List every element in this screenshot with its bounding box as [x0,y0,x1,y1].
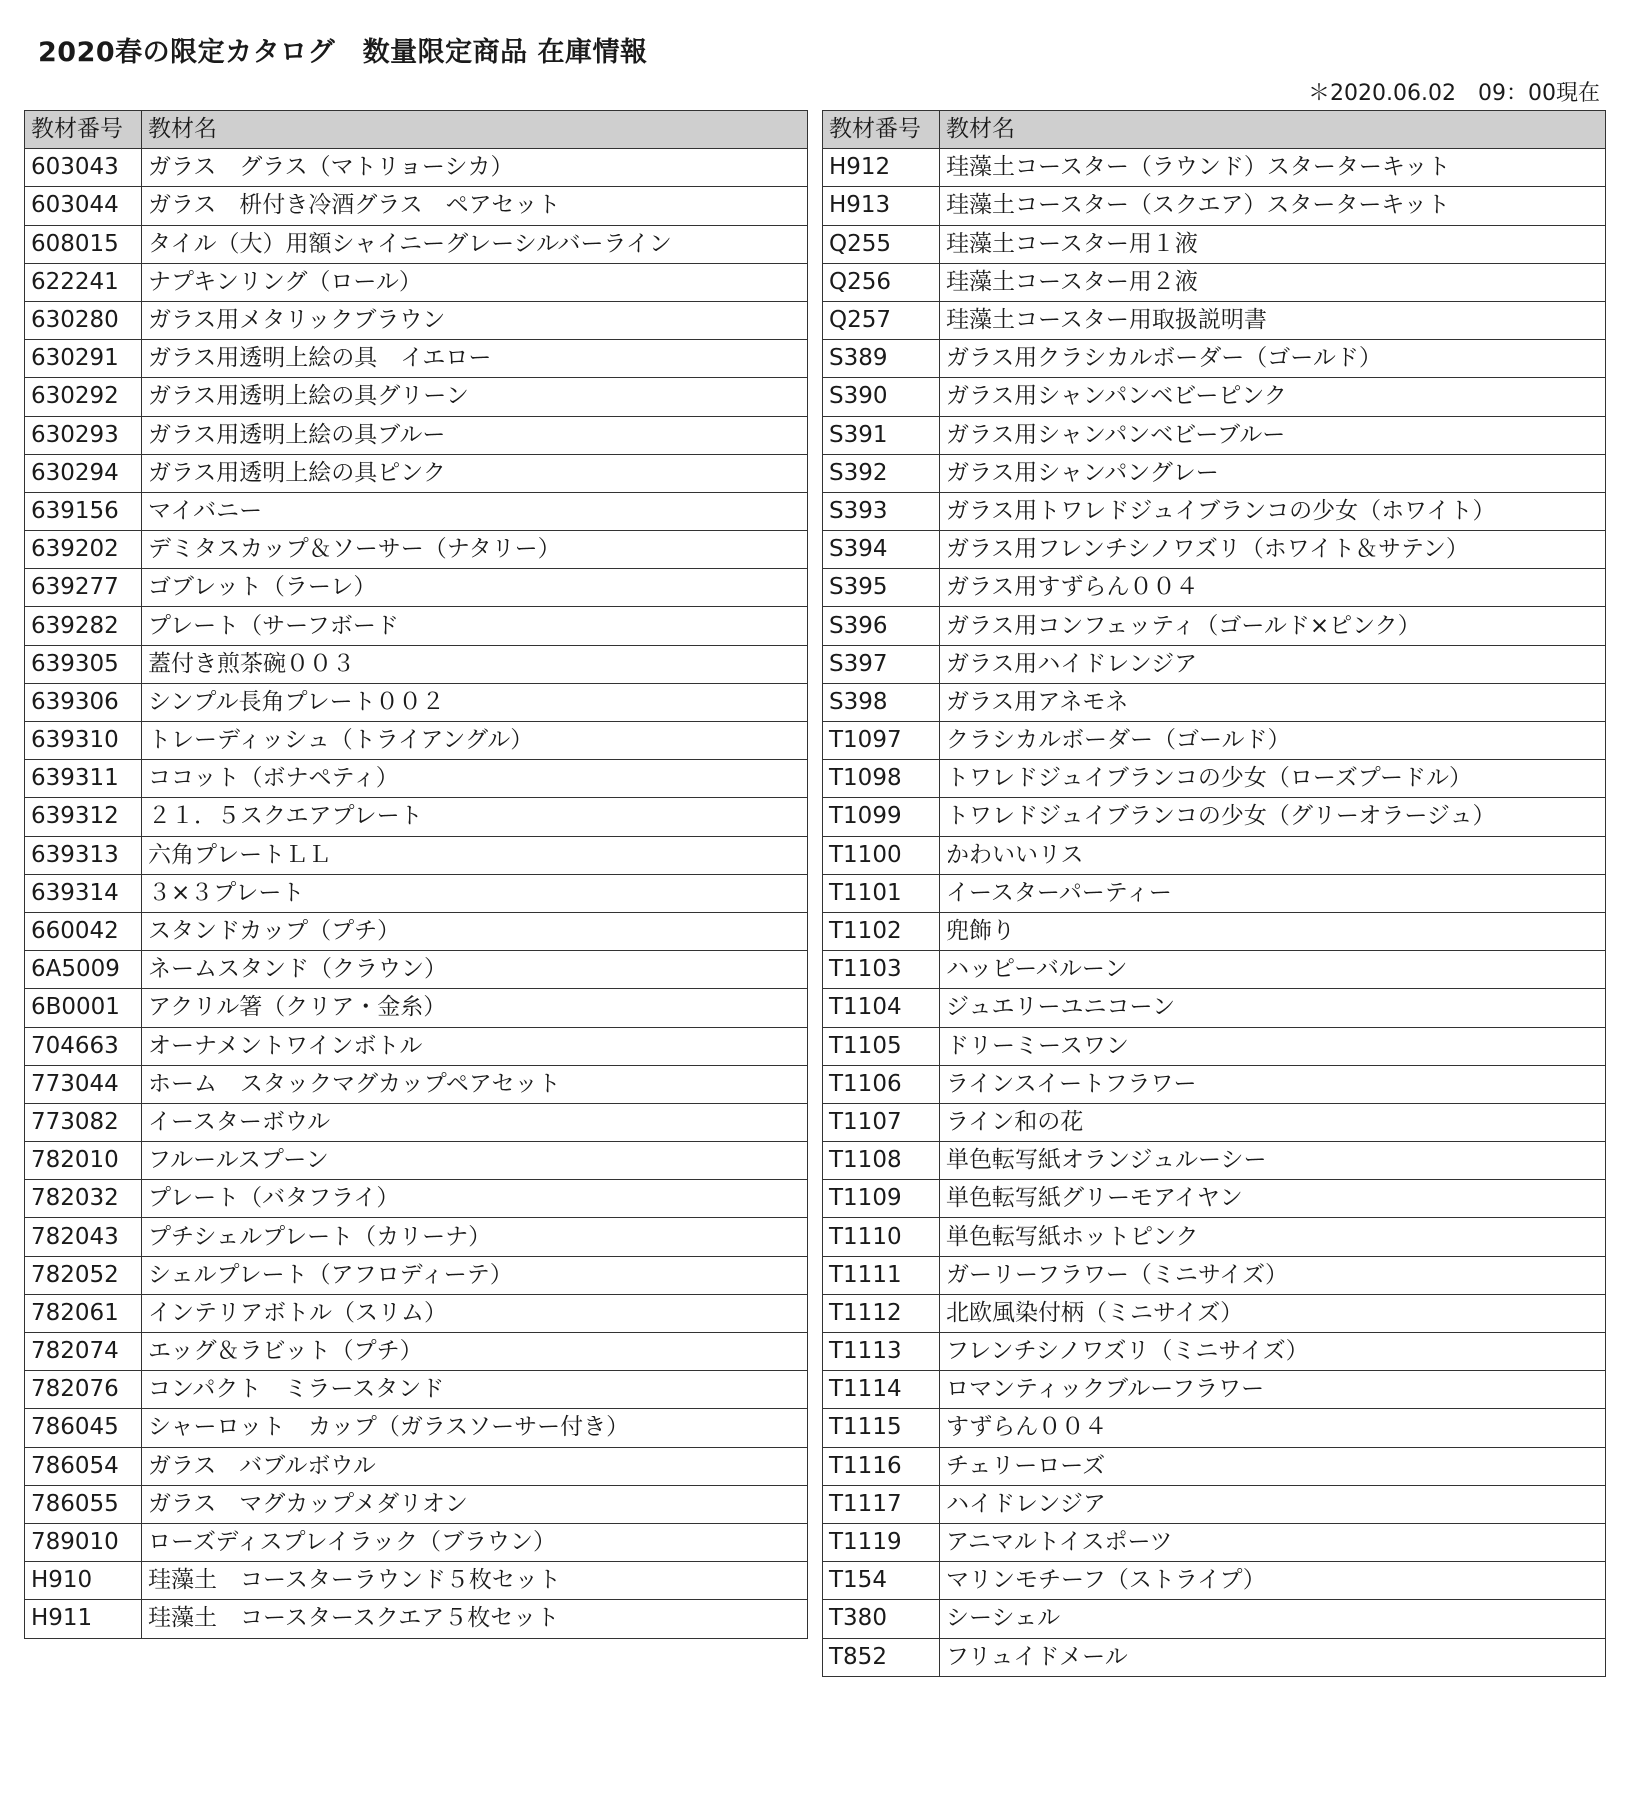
table-row [25,1333,808,1371]
item-code-cell: Q257 [823,301,940,339]
item-name-cell: ガーリーフラワー（ミニサイズ） [940,1256,1606,1294]
item-code-cell: T1103 [823,951,940,989]
item-code-cell: H910 [25,1562,142,1600]
item-name-cell: イースターパーティー [940,874,1606,912]
table-row [25,1409,808,1447]
item-name-cell: エッグ＆ラビット（プチ） [142,1333,808,1371]
table-row [823,569,1606,607]
item-code-cell: 782032 [25,1180,142,1218]
item-code-cell: 786054 [25,1447,142,1485]
item-name-cell: ホーム スタックマグカップペアセット [142,1065,808,1103]
item-name-cell: アクリル箸（クリア・金糸） [142,989,808,1027]
item-name-cell: オーナメントワインボトル [142,1027,808,1065]
item-code-cell: 639313 [25,836,142,874]
table-row [823,187,1606,225]
item-code-cell: 639311 [25,760,142,798]
table-row [25,1218,808,1256]
item-name-cell: ゴブレット（ラーレ） [142,569,808,607]
table-row [823,607,1606,645]
item-code-cell: 782052 [25,1256,142,1294]
item-name-cell: ドリーミースワン [940,1027,1606,1065]
table-row [25,1142,808,1180]
item-name-cell: ガラス用コンフェッティ（ゴールド×ピンク） [940,607,1606,645]
item-name-cell: 六角プレートＬＬ [142,836,808,874]
item-name-cell: フリュイドメール [940,1638,1606,1676]
item-name-cell: すずらん００４ [940,1409,1606,1447]
table-header-row [25,111,808,149]
item-code-cell: H911 [25,1600,142,1638]
item-name-cell: ガラス用シャンパンベビーピンク [940,378,1606,416]
item-code-cell: 639305 [25,645,142,683]
item-code-cell: T154 [823,1562,940,1600]
table-row [25,1103,808,1141]
item-code-cell: 630280 [25,301,142,339]
item-name-cell: ローズディスプレイラック（ブラウン） [142,1523,808,1561]
item-code-cell: S394 [823,531,940,569]
item-name-cell: 珪藻土コースター（ラウンド）スターターキット [940,149,1606,187]
item-name-cell: トワレドジュイブランコの少女（グリーオラージュ） [940,798,1606,836]
item-code-cell: S393 [823,492,940,530]
item-code-cell: T1099 [823,798,940,836]
table-row [823,1600,1606,1638]
item-name-cell: シンプル長角プレート００２ [142,683,808,721]
table-row [25,989,808,1027]
item-code-cell: S395 [823,569,940,607]
item-name-cell: ロマンティックブルーフラワー [940,1371,1606,1409]
item-name-cell: クラシカルボーダー（ゴールド） [940,722,1606,760]
item-name-cell: ガラス用メタリックブラウン [142,301,808,339]
table-row [823,1218,1606,1256]
table-row [25,416,808,454]
table-row [25,722,808,760]
table-row [25,1371,808,1409]
item-name-cell: ハイドレンジア [940,1485,1606,1523]
item-code-cell: 782043 [25,1218,142,1256]
item-code-cell: H913 [823,187,940,225]
item-code-cell: T1117 [823,1485,940,1523]
table-row [25,149,808,187]
table-row [25,836,808,874]
item-name-cell: 珪藻土コースター用取扱説明書 [940,301,1606,339]
item-code-cell: T1105 [823,1027,940,1065]
table-row [823,1065,1606,1103]
item-code-cell: T1107 [823,1103,940,1141]
item-code-cell: T1104 [823,989,940,1027]
inventory-table-left [24,110,808,1639]
item-code-cell: S390 [823,378,940,416]
item-name-cell: 北欧風染付柄（ミニサイズ） [940,1294,1606,1332]
table-row [25,225,808,263]
item-name-cell: ココット（ボナペティ） [142,760,808,798]
item-name-cell: ガラス用ハイドレンジア [940,645,1606,683]
table-row [823,951,1606,989]
table-header-row [823,111,1606,149]
table-row [25,874,808,912]
item-name-cell: ガラス用すずらん００４ [940,569,1606,607]
item-name-cell: 珪藻土コースター（スクエア）スターターキット [940,187,1606,225]
item-code-cell: T1102 [823,912,940,950]
item-name-cell: ナプキンリング（ロール） [142,263,808,301]
table-row [25,912,808,950]
item-code-cell: T1119 [823,1523,940,1561]
item-name-cell: シェルプレート（アフロディーテ） [142,1256,808,1294]
item-name-cell: 蓋付き煎茶碗００３ [142,645,808,683]
table-row [823,1294,1606,1332]
item-name-cell: ガラス用シャンパンベビーブルー [940,416,1606,454]
item-code-cell: 639282 [25,607,142,645]
table-row [823,416,1606,454]
table-row [25,531,808,569]
table-row [823,340,1606,378]
item-name-cell: アニマルトイスポーツ [940,1523,1606,1561]
table-row [823,263,1606,301]
item-code-cell: 782074 [25,1333,142,1371]
item-name-cell: タイル（大）用額シャイニーグレーシルバーライン [142,225,808,263]
table-row [823,1027,1606,1065]
as-of-timestamp: ＊2020.06.02 09：00現在 [1308,81,1600,106]
table-row [823,1485,1606,1523]
item-name-cell: ガラス用クラシカルボーダー（ゴールド） [940,340,1606,378]
table-row [823,149,1606,187]
table-body [25,149,808,1638]
item-code-cell: 660042 [25,912,142,950]
table-row [25,569,808,607]
item-code-cell: 704663 [25,1027,142,1065]
table-row [25,1562,808,1600]
item-name-cell: ガラス マグカップメダリオン [142,1485,808,1523]
item-code-cell: S398 [823,683,940,721]
table-row [25,492,808,530]
item-name-cell: ガラス 枡付き冷酒グラス ペアセット [142,187,808,225]
item-code-cell: S391 [823,416,940,454]
item-code-cell: T1116 [823,1447,940,1485]
item-code-cell: 630292 [25,378,142,416]
item-code-cell: 639310 [25,722,142,760]
table-row [823,1142,1606,1180]
table-row [823,912,1606,950]
item-code-cell: 782010 [25,1142,142,1180]
item-name-cell: ガラス用透明上絵の具 イエロー [142,340,808,378]
item-name-cell: トワレドジュイブランコの少女（ローズプードル） [940,760,1606,798]
item-name-cell: ラインスイートフラワー [940,1065,1606,1103]
table-row [823,1562,1606,1600]
column-header-code: 教材番号 [823,111,940,149]
table-row [823,1638,1606,1676]
item-name-cell: ガラス用フレンチシノワズリ（ホワイト＆サテン） [940,531,1606,569]
item-code-cell: T1110 [823,1218,940,1256]
item-name-cell: 珪藻土 コースターラウンド５枚セット [142,1562,808,1600]
table-row [25,951,808,989]
table-row [25,607,808,645]
item-name-cell: スタンドカップ（プチ） [142,912,808,950]
table-row [823,722,1606,760]
item-code-cell: S392 [823,454,940,492]
table-row [25,1485,808,1523]
item-name-cell: 珪藻土コースター用２液 [940,263,1606,301]
item-code-cell: 786055 [25,1485,142,1523]
table-row [25,301,808,339]
item-code-cell: 639312 [25,798,142,836]
item-name-cell: イースターボウル [142,1103,808,1141]
item-name-cell: 単色転写紙グリーモアイヤン [940,1180,1606,1218]
table-row [25,187,808,225]
table-row [25,1523,808,1561]
item-code-cell: 773082 [25,1103,142,1141]
item-name-cell: トレーディッシュ（トライアングル） [142,722,808,760]
item-code-cell: T1108 [823,1142,940,1180]
item-code-cell: T852 [823,1638,940,1676]
item-code-cell: S389 [823,340,940,378]
item-code-cell: 6A5009 [25,951,142,989]
table-row [25,1447,808,1485]
table-row [823,1103,1606,1141]
table-row [25,683,808,721]
column-header-name: 教材名 [940,111,1606,149]
item-code-cell: Q256 [823,263,940,301]
item-name-cell: ガラス バブルボウル [142,1447,808,1485]
item-name-cell: 単色転写紙ホットピンク [940,1218,1606,1256]
item-code-cell: T1115 [823,1409,940,1447]
table-row [25,1065,808,1103]
table-row [823,760,1606,798]
item-code-cell: T1109 [823,1180,940,1218]
item-name-cell: ライン和の花 [940,1103,1606,1141]
item-code-cell: T1101 [823,874,940,912]
column-header-name: 教材名 [142,111,808,149]
item-name-cell: 珪藻土コースター用１液 [940,225,1606,263]
item-name-cell: ジュエリーユニコーン [940,989,1606,1027]
item-name-cell: マリンモチーフ（ストライプ） [940,1562,1606,1600]
item-code-cell: 603043 [25,149,142,187]
table-row [823,301,1606,339]
item-name-cell: フルールスプーン [142,1142,808,1180]
item-name-cell: 珪藻土 コースタースクエア５枚セット [142,1600,808,1638]
item-code-cell: T1112 [823,1294,940,1332]
table-row [25,1256,808,1294]
item-name-cell: ２１．５スクエアプレート [142,798,808,836]
item-code-cell: T1113 [823,1333,940,1371]
table-row [25,1600,808,1638]
item-name-cell: プレート（バタフライ） [142,1180,808,1218]
item-name-cell: シーシェル [940,1600,1606,1638]
table-row [823,1333,1606,1371]
item-name-cell: プチシェルプレート（カリーナ） [142,1218,808,1256]
item-name-cell: マイバニー [142,492,808,530]
item-code-cell: 773044 [25,1065,142,1103]
item-code-cell: Q255 [823,225,940,263]
table-row [823,225,1606,263]
table-row [823,1523,1606,1561]
table-row [823,989,1606,1027]
item-code-cell: 639306 [25,683,142,721]
item-code-cell: 630291 [25,340,142,378]
table-row [823,1409,1606,1447]
item-name-cell: チェリーローズ [940,1447,1606,1485]
item-name-cell: ガラス用アネモネ [940,683,1606,721]
table-row [823,1256,1606,1294]
table-row [823,836,1606,874]
item-name-cell: ガラス グラス（マトリョーシカ） [142,149,808,187]
item-code-cell: 786045 [25,1409,142,1447]
item-name-cell: プレート（サーフボード [142,607,808,645]
inventory-table-right [822,110,1606,1677]
page-title: 2020春の限定カタログ 数量限定商品 在庫情報 [38,37,648,68]
table-row [25,340,808,378]
table-row [823,1447,1606,1485]
table-row [823,645,1606,683]
table-row [25,378,808,416]
item-name-cell: ハッピーバルーン [940,951,1606,989]
table-row [25,1294,808,1332]
table-row [25,1180,808,1218]
item-name-cell: フレンチシノワズリ（ミニサイズ） [940,1333,1606,1371]
table-row [823,492,1606,530]
item-code-cell: T380 [823,1600,940,1638]
item-name-cell: 単色転写紙オランジュルーシー [940,1142,1606,1180]
item-name-cell: 兜飾り [940,912,1606,950]
table-row [823,378,1606,416]
item-code-cell: 639277 [25,569,142,607]
item-code-cell: 622241 [25,263,142,301]
item-code-cell: H912 [823,149,940,187]
item-code-cell: T1111 [823,1256,940,1294]
table-body [823,149,1606,1677]
item-name-cell: ガラス用透明上絵の具グリーン [142,378,808,416]
item-code-cell: 639156 [25,492,142,530]
item-code-cell: T1114 [823,1371,940,1409]
item-name-cell: ネームスタンド（クラウン） [142,951,808,989]
table-row [25,645,808,683]
item-name-cell: ガラス用透明上絵の具ピンク [142,454,808,492]
item-name-cell: デミタスカップ＆ソーサー（ナタリー） [142,531,808,569]
table-row [823,683,1606,721]
item-code-cell: S396 [823,607,940,645]
item-code-cell: 6B0001 [25,989,142,1027]
table-row [25,760,808,798]
table-row [25,798,808,836]
item-name-cell: ガラス用透明上絵の具ブルー [142,416,808,454]
table-row [25,454,808,492]
column-header-code: 教材番号 [25,111,142,149]
item-code-cell: S397 [823,645,940,683]
item-code-cell: T1098 [823,760,940,798]
item-code-cell: 782061 [25,1294,142,1332]
item-code-cell: 639202 [25,531,142,569]
table-row [823,454,1606,492]
item-code-cell: 608015 [25,225,142,263]
item-code-cell: T1097 [823,722,940,760]
table-row [25,1027,808,1065]
item-name-cell: ガラス用トワレドジュイブランコの少女（ホワイト） [940,492,1606,530]
item-code-cell: 789010 [25,1523,142,1561]
item-code-cell: 782076 [25,1371,142,1409]
table-row [823,798,1606,836]
item-code-cell: T1106 [823,1065,940,1103]
item-name-cell: ３×３プレート [142,874,808,912]
table-row [823,874,1606,912]
item-name-cell: コンパクト ミラースタンド [142,1371,808,1409]
item-name-cell: シャーロット カップ（ガラスソーサー付き） [142,1409,808,1447]
table-row [25,263,808,301]
table-row [823,531,1606,569]
table-row [823,1371,1606,1409]
table-row [823,1180,1606,1218]
item-name-cell: ガラス用シャンパングレー [940,454,1606,492]
item-name-cell: インテリアボトル（スリム） [142,1294,808,1332]
item-code-cell: T1100 [823,836,940,874]
item-code-cell: 639314 [25,874,142,912]
item-code-cell: 603044 [25,187,142,225]
item-name-cell: かわいいリス [940,836,1606,874]
item-code-cell: 630293 [25,416,142,454]
item-code-cell: 630294 [25,454,142,492]
